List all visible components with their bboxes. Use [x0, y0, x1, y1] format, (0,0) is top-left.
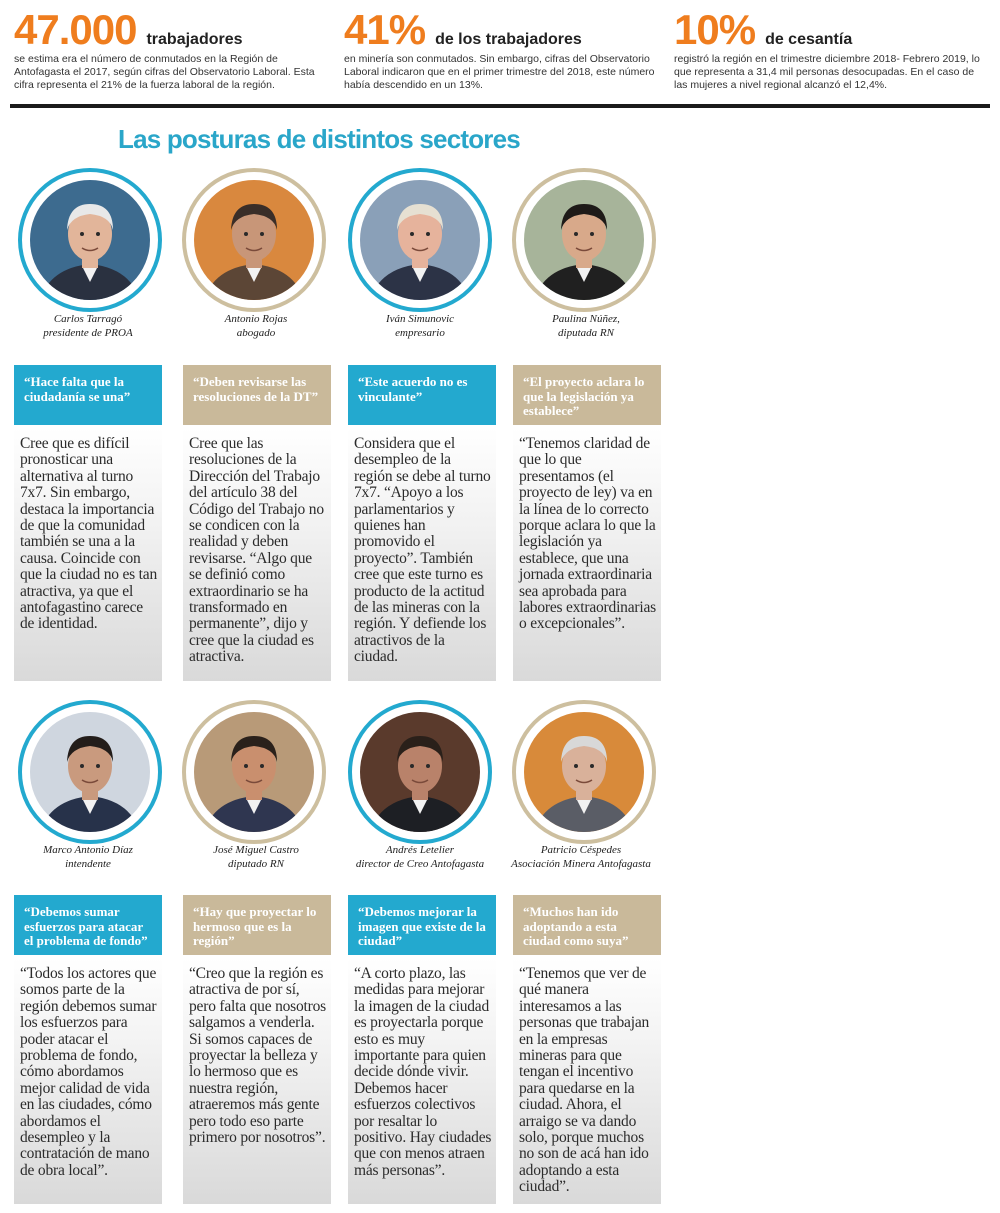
person-role: intendente [65, 858, 111, 870]
portrait-andres-letelier [348, 700, 492, 844]
portrait-illustration [194, 712, 314, 832]
person-name: Paulina Núñez, [552, 313, 620, 325]
person-role: director de Creo Antofagasta [355, 858, 485, 870]
statement-text: Considera que el desempleo de la región se debe al turno 7x7. “Apoyo a los parlamentarios y quienes han promovido el proyecto”. También cree que este turno es producto de la actitud de las mineras con la región. Y defiende los atractivos de la ciudad. [348, 428, 496, 681]
caption [340, 312, 500, 340]
statement-text: Cree que las resoluciones de la Dirección del Trabajo del artículo 38 del Código del Trabajo no se condicen con la realidad y deben revisarse. “Algo que se definió como extraordinario se ha transformado en permanente”, dijo y cree que la ciudad es atractiva. [183, 428, 331, 681]
person-role: abogado [236, 327, 276, 339]
caption [506, 843, 656, 871]
stat-number: 41% [344, 6, 426, 53]
portrait-illustration [194, 180, 314, 300]
stat-number: 47.000 [14, 6, 137, 53]
quote-box: “Debemos sumar esfuerzos para atacar el problema de fondo” [14, 895, 162, 955]
caption [8, 843, 168, 871]
quote-box: “Deben revisarse las resoluciones de la DT” [183, 365, 331, 425]
portrait-paulina-nunez [512, 168, 656, 312]
stat-number: 10% [674, 6, 756, 53]
person-name: Patricio Céspedes [540, 844, 622, 856]
caption [506, 312, 666, 340]
statement-text: “Todos los actores que somos parte de la región debemos sumar los esfuerzos para poder atacar el problema de fondo, cómo abordamos mejor calidad de vida en las ciudades, cómo abordamos el desempleo y la contratación de mano de obra local”. [14, 958, 162, 1204]
quote-box: “Muchos han ido adoptando a esta ciudad como suya” [513, 895, 661, 955]
stat-workers [14, 8, 329, 92]
person-name: Iván Simunovic [385, 313, 455, 325]
portrait-illustration [524, 712, 644, 832]
statement-text: “Tenemos claridad de que lo que presentamos (el proyecto de ley) va en la línea de lo correcto porque aclara lo que la legislación ya establece, que una jornada extraordinaria sea aprobada para labores extraordinarias o excepcionales”. [513, 428, 661, 681]
quote-box: “Hace falta que la ciudadanía se una” [14, 365, 162, 425]
quote-box: “Debemos mejorar la imagen que existe de la ciudad” [348, 895, 496, 955]
portrait-illustration [30, 712, 150, 832]
stat-description: registró la región en el trimestre diciembre 2018- Febrero 2019, lo que representa a 31,4 mil personas desocupadas. En el caso de las mujeres a nivel regional alcanzó el 12,4%. [674, 53, 980, 91]
stat-label: trabajadores [146, 31, 243, 48]
stat-description: se estima era el número de conmutados en la Región de Antofagasta el 2017, según cifras del Observatorio Laboral. Esta cifra representa el 21% de la fuerza laboral de la región. [14, 53, 315, 91]
person-name: Marco Antonio Díaz [43, 844, 133, 856]
portrait-illustration [524, 180, 644, 300]
caption [340, 843, 500, 871]
portrait-carlos-tarrago [18, 168, 162, 312]
portrait-illustration [360, 712, 480, 832]
statement-text: “Creo que la región es atractiva de por sí, pero falta que nosotros salgamos a venderla. Si somos capaces de proyectar la belleza y lo hermoso que es nuestra región, atraeremos más gente pero todo eso parte primero por nosotros”. [183, 958, 331, 1204]
portrait-illustration [360, 180, 480, 300]
caption [176, 843, 336, 871]
portrait-marco-antonio-diaz [18, 700, 162, 844]
person-role: diputado RN [228, 858, 284, 870]
person-role: diputada RN [558, 327, 614, 339]
person-role: empresario [395, 327, 445, 339]
portrait-antonio-rojas [182, 168, 326, 312]
section-title: Las posturas de distintos sectores [118, 124, 520, 154]
portrait-jose-miguel-castro [182, 700, 326, 844]
statement-text: “Tenemos que ver de qué manera interesamos a las personas que trabajan en la empresas mineras para que tengan el incentivo para quedarse en la ciudad. Ahora, el arraigo se va dando solo, porque muchos no son de acá han ido adoptando a esta ciudad”. [513, 958, 661, 1204]
portrait-ivan-simunovic [348, 168, 492, 312]
stat-unemployment [674, 8, 989, 92]
divider [10, 104, 990, 108]
stat-label: de los trabajadores [435, 31, 582, 48]
person-name: Andrés Letelier [385, 844, 455, 856]
statement-text: “A corto plazo, las medidas para mejorar la imagen de la ciudad es proyectarla porque esto es muy importante para quien decide dónde vivir. Debemos hacer esfuerzos colectivos por resaltar lo positivo. Hay ciudades que con menos atraen más personas”. [348, 958, 496, 1204]
statement-text: Cree que es difícil pronosticar una alternativa al turno 7x7. Sin embargo, destaca la importancia de que la comunidad también se una a la causa. Coincide con que la ciudad no es tan atractiva, ya que el antofagastino carece de identidad. [14, 428, 162, 681]
quote-box: “Este acuerdo no es vinculante” [348, 365, 496, 425]
person-name: José Miguel Castro [213, 844, 299, 856]
caption [176, 312, 336, 340]
stat-mining [344, 8, 659, 92]
portrait-patricio-cespedes [512, 700, 656, 844]
stat-description: en minería son conmutados. Sin embargo, cifras del Observatorio Laboral indicaron que en el primer trimestre del 2018, este número había descendido en un 13%. [344, 53, 655, 91]
caption [8, 312, 168, 340]
person-name: Carlos Tarragó [53, 313, 123, 325]
portrait-illustration [30, 180, 150, 300]
quote-box: “Hay que proyectar lo hermoso que es la región” [183, 895, 331, 955]
stat-label: de cesantía [765, 31, 853, 48]
quote-box: “El proyecto aclara lo que la legislación ya establece” [513, 365, 661, 425]
person-role: presidente de PROA [43, 327, 133, 339]
person-name: Antonio Rojas [224, 313, 288, 325]
person-role: Asociación Minera Antofagasta [511, 858, 651, 870]
